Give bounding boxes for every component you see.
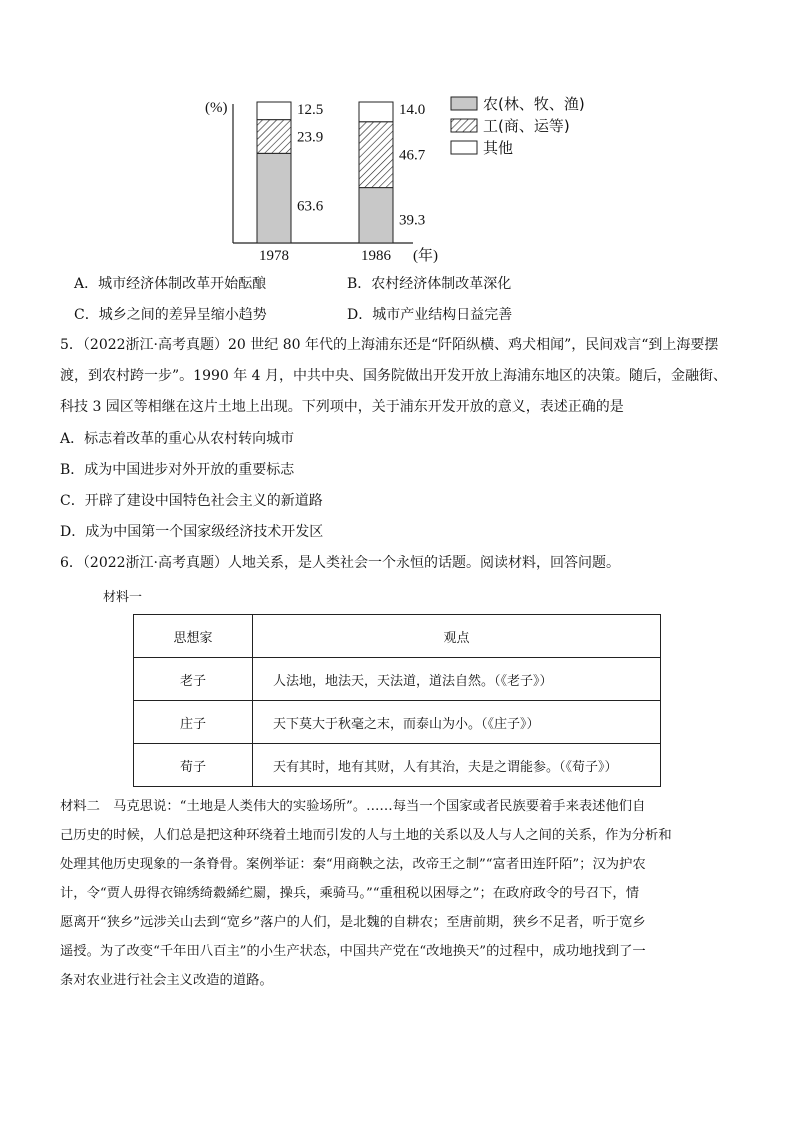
bar-label-1978-agriculture: 63.6 [297,198,324,215]
q4-option-a[interactable]: A．城市经济体制改革开始酝酿 [74,276,267,292]
material-2-line: 计，令“贾人毋得衣锦绣绮縠絺纻罽，操兵，乘骑马。”“重租税以困辱之”；在政府政令的号召下，情 [60,886,640,901]
table-row [134,744,661,787]
x-tick-1978: 1978 [259,248,289,264]
header-thinker: 思想家 [134,615,253,658]
bars-group [257,102,393,243]
header-view: 观点 [253,615,661,658]
bar-1978-other [257,102,291,120]
q5-option-a[interactable]: A．标志着改革的重心从农村转向城市 [60,431,295,447]
legend-agriculture: 农(林、牧、渔) [483,95,585,113]
q5-stem-line-3: 科技 3 园区等相继在这片土地上出现。下列项中，关于浦东开发开放的意义，表述正确的是 [60,399,624,415]
table-row [134,701,661,744]
material-2-line: 条对农业进行社会主义改造的道路。 [60,973,273,988]
q4-option-c[interactable]: C．城乡之间的差异呈缩小趋势 [74,307,267,323]
table-header-row [134,615,661,658]
cell-thinker: 老子 [134,658,253,701]
q5-stem-line-1: 5．（2022浙江·高考真题）20 世纪 80 年代的上海浦东还是“阡陌纵横、鸡犬相闻”，民间戏言“到上海要摆 [60,337,719,353]
bar-label-1986-industry: 46.7 [399,147,426,164]
x-tick-1986: 1986 [361,248,391,264]
material-2-line: 处理其他历史现象的一条脊骨。案例举证：秦“用商鞅之法，改帝王之制”“富者田连阡陌”；汉为护农 [60,857,646,872]
legend-swatch-other [451,141,477,154]
cell-thinker: 荀子 [134,744,253,787]
x-axis-label: (年) [413,248,438,264]
bar-label-1986-other: 14.0 [399,102,426,118]
cell-view: 人法地，地法天，天法道，道法自然。（《老子》） [253,658,661,701]
legend-swatch-industry [451,119,477,132]
bar-label-1978-other: 12.5 [297,102,324,118]
material-2-line: 己历史的时候，人们总是把这种环绕着土地而引发的人与土地的关系以及人与人之间的关系，作为分析和 [60,828,672,843]
material-1-label: 材料一 [103,590,143,605]
q5-option-d[interactable]: D．成为中国第一个国家级经济技术开发区 [60,524,324,540]
cell-thinker: 庄子 [134,701,253,744]
stacked-bar-chart [195,88,615,268]
cell-view: 天有其时，地有其财，人有其治，夫是之谓能参。（《荀子》） [253,744,661,787]
q6-stem: 6．（2022浙江·高考真题）人地关系，是人类社会一个永恒的话题。阅读材料，回答问题。 [60,555,620,571]
legend-industry: 工(商、运等) [483,117,570,135]
bar-1986-agriculture [359,188,393,243]
bar-1978-agriculture [257,153,291,243]
cell-view: 天下莫大于秋毫之末，而泰山为小。（《庄子》） [253,701,661,744]
q4-option-b[interactable]: B．农村经济体制改革深化 [347,276,512,292]
material-2-paragraph [60,792,740,995]
q5-stem-line-2: 渡，到农村跨一步”。1990 年 4 月，中共中央、国务院做出开发开放上海浦东地区的决策。随后，金融街、 [60,368,728,384]
q4-option-d[interactable]: D．城市产业结构日益完善 [347,307,513,323]
y-axis-label: (%) [205,100,228,116]
legend-other: 其他 [483,139,514,157]
thinkers-table [133,614,661,787]
material-2-line: 材料二 马克思说：“土地是人类伟大的实验场所”。……每当一个国家或者民族要着手来表述他们自 [60,799,646,814]
bar-label-1986-agriculture: 39.3 [399,212,426,229]
q5-option-b[interactable]: B．成为中国进步对外开放的重要标志 [60,462,295,478]
bar-1978-industry [257,120,291,154]
legend-swatch-agriculture [451,97,477,110]
bar-label-1978-industry: 23.9 [297,129,324,146]
bar-1986-industry [359,122,393,188]
bar-1986-other [359,102,393,122]
table-row [134,658,661,701]
q5-option-c[interactable]: C．开辟了建设中国特色社会主义的新道路 [60,493,323,509]
material-2-line: 遥授。为了改变“千年田八百主”的小生产状态，中国共产党在“改地换天”的过程中，成功地找到了一 [60,944,646,959]
material-2-line: 愿离开“狭乡”远涉关山去到“宽乡”落户的人们，是北魏的自耕农；至唐前期，狭乡不足者，听于宽乡 [60,915,646,930]
